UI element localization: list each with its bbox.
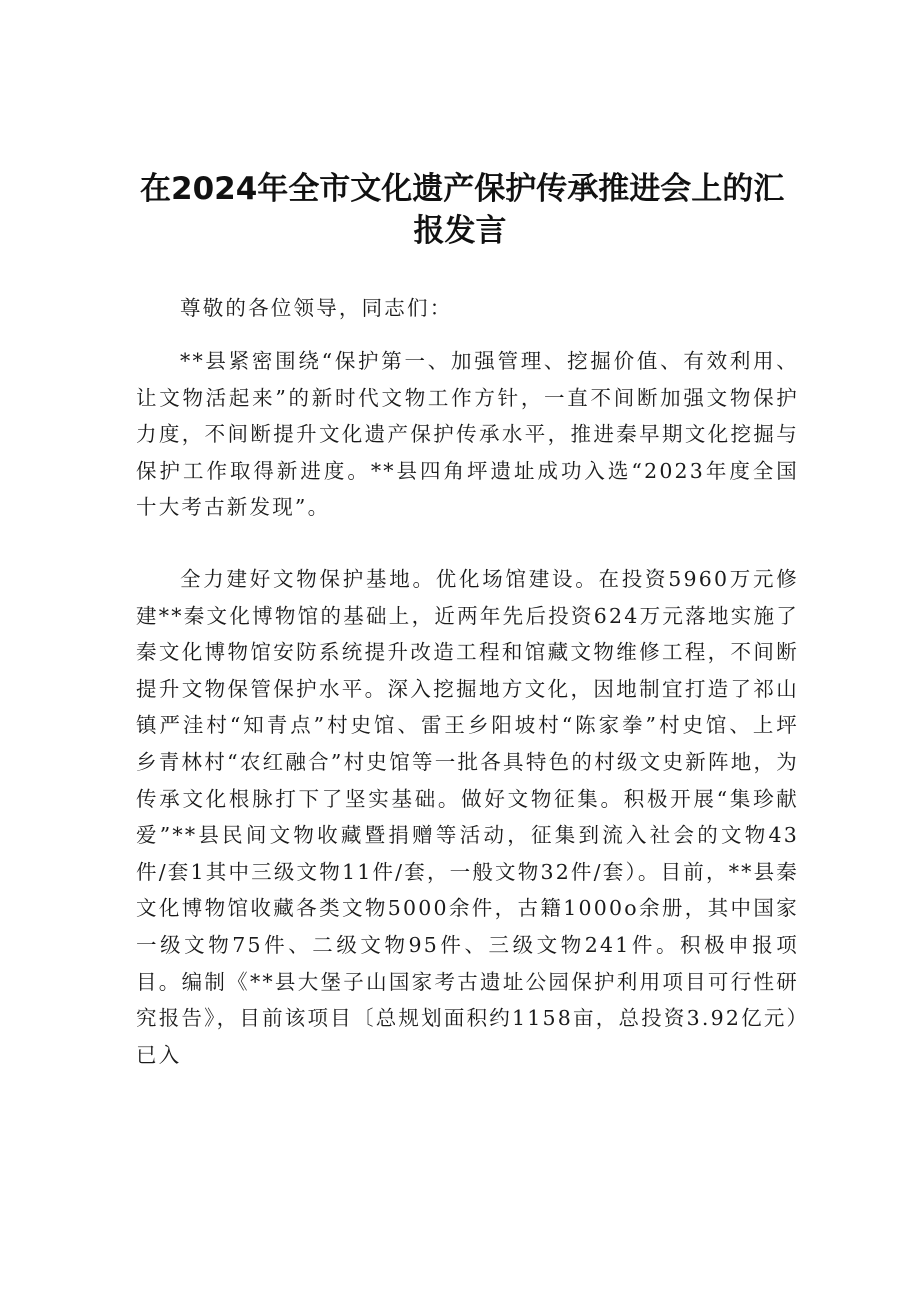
salutation: 尊敬的各位领导，同志们： (180, 296, 453, 320)
intro-paragraph: **县紧密围绕“保护第一、加强管理、挖掘价值、有效利用、让文物活起来”的新时代文物工作方针，一直不间断加强文物保护力度，不间断提升文化遗产保护传承水平，推进秦早期文化挖掘与保护工作取得新进度。**县四角坪遗址成功入选“2023年度全国十大考古新发现”。 (136, 349, 799, 520)
document-title (140, 168, 785, 252)
title-line-2: 报发言 (413, 213, 507, 249)
section-paragraph: 全力建好文物保护基地。优化场馆建设。在投资5960万元修建**秦文化博物馆的基础上，近两年先后投资624万元落地实施了秦文化博物馆安防系统提升改造工程和馆藏文物维修工程，不间断提升文物保管保护水平。深入挖掘地方文化，因地制宜打造了祁山镇严洼村“知青点”村史馆、雷王乡阳坡村“陈家拳”村史馆、上坪乡青林村“农红融合”村史馆等一批各具特色的村级文史新阵地，为传承文化根脉打下了坚实基础。做好文物征集。积极开展“集珍献爱”**县民间文物收藏暨捐赠等活动，征集到流入社会的文物43件/套1其中三级文物11件/套，一般文物32件/套）。目前，**县秦文化博物馆收藏各类文物5000余件，古籍1000o余册，其中国家一级文物75件、二级文物95件、三级文物241件。积极申报项目。编制《**县大堡子山国家考古遗址公园保护利用项目可行性研究报告》，目前该项目〔总规划面积约1158亩，总投资3.92亿元）已入 (136, 567, 799, 1067)
title-line-1: 在2024年全市文化遗产保护传承推进会上的汇 (140, 171, 785, 207)
